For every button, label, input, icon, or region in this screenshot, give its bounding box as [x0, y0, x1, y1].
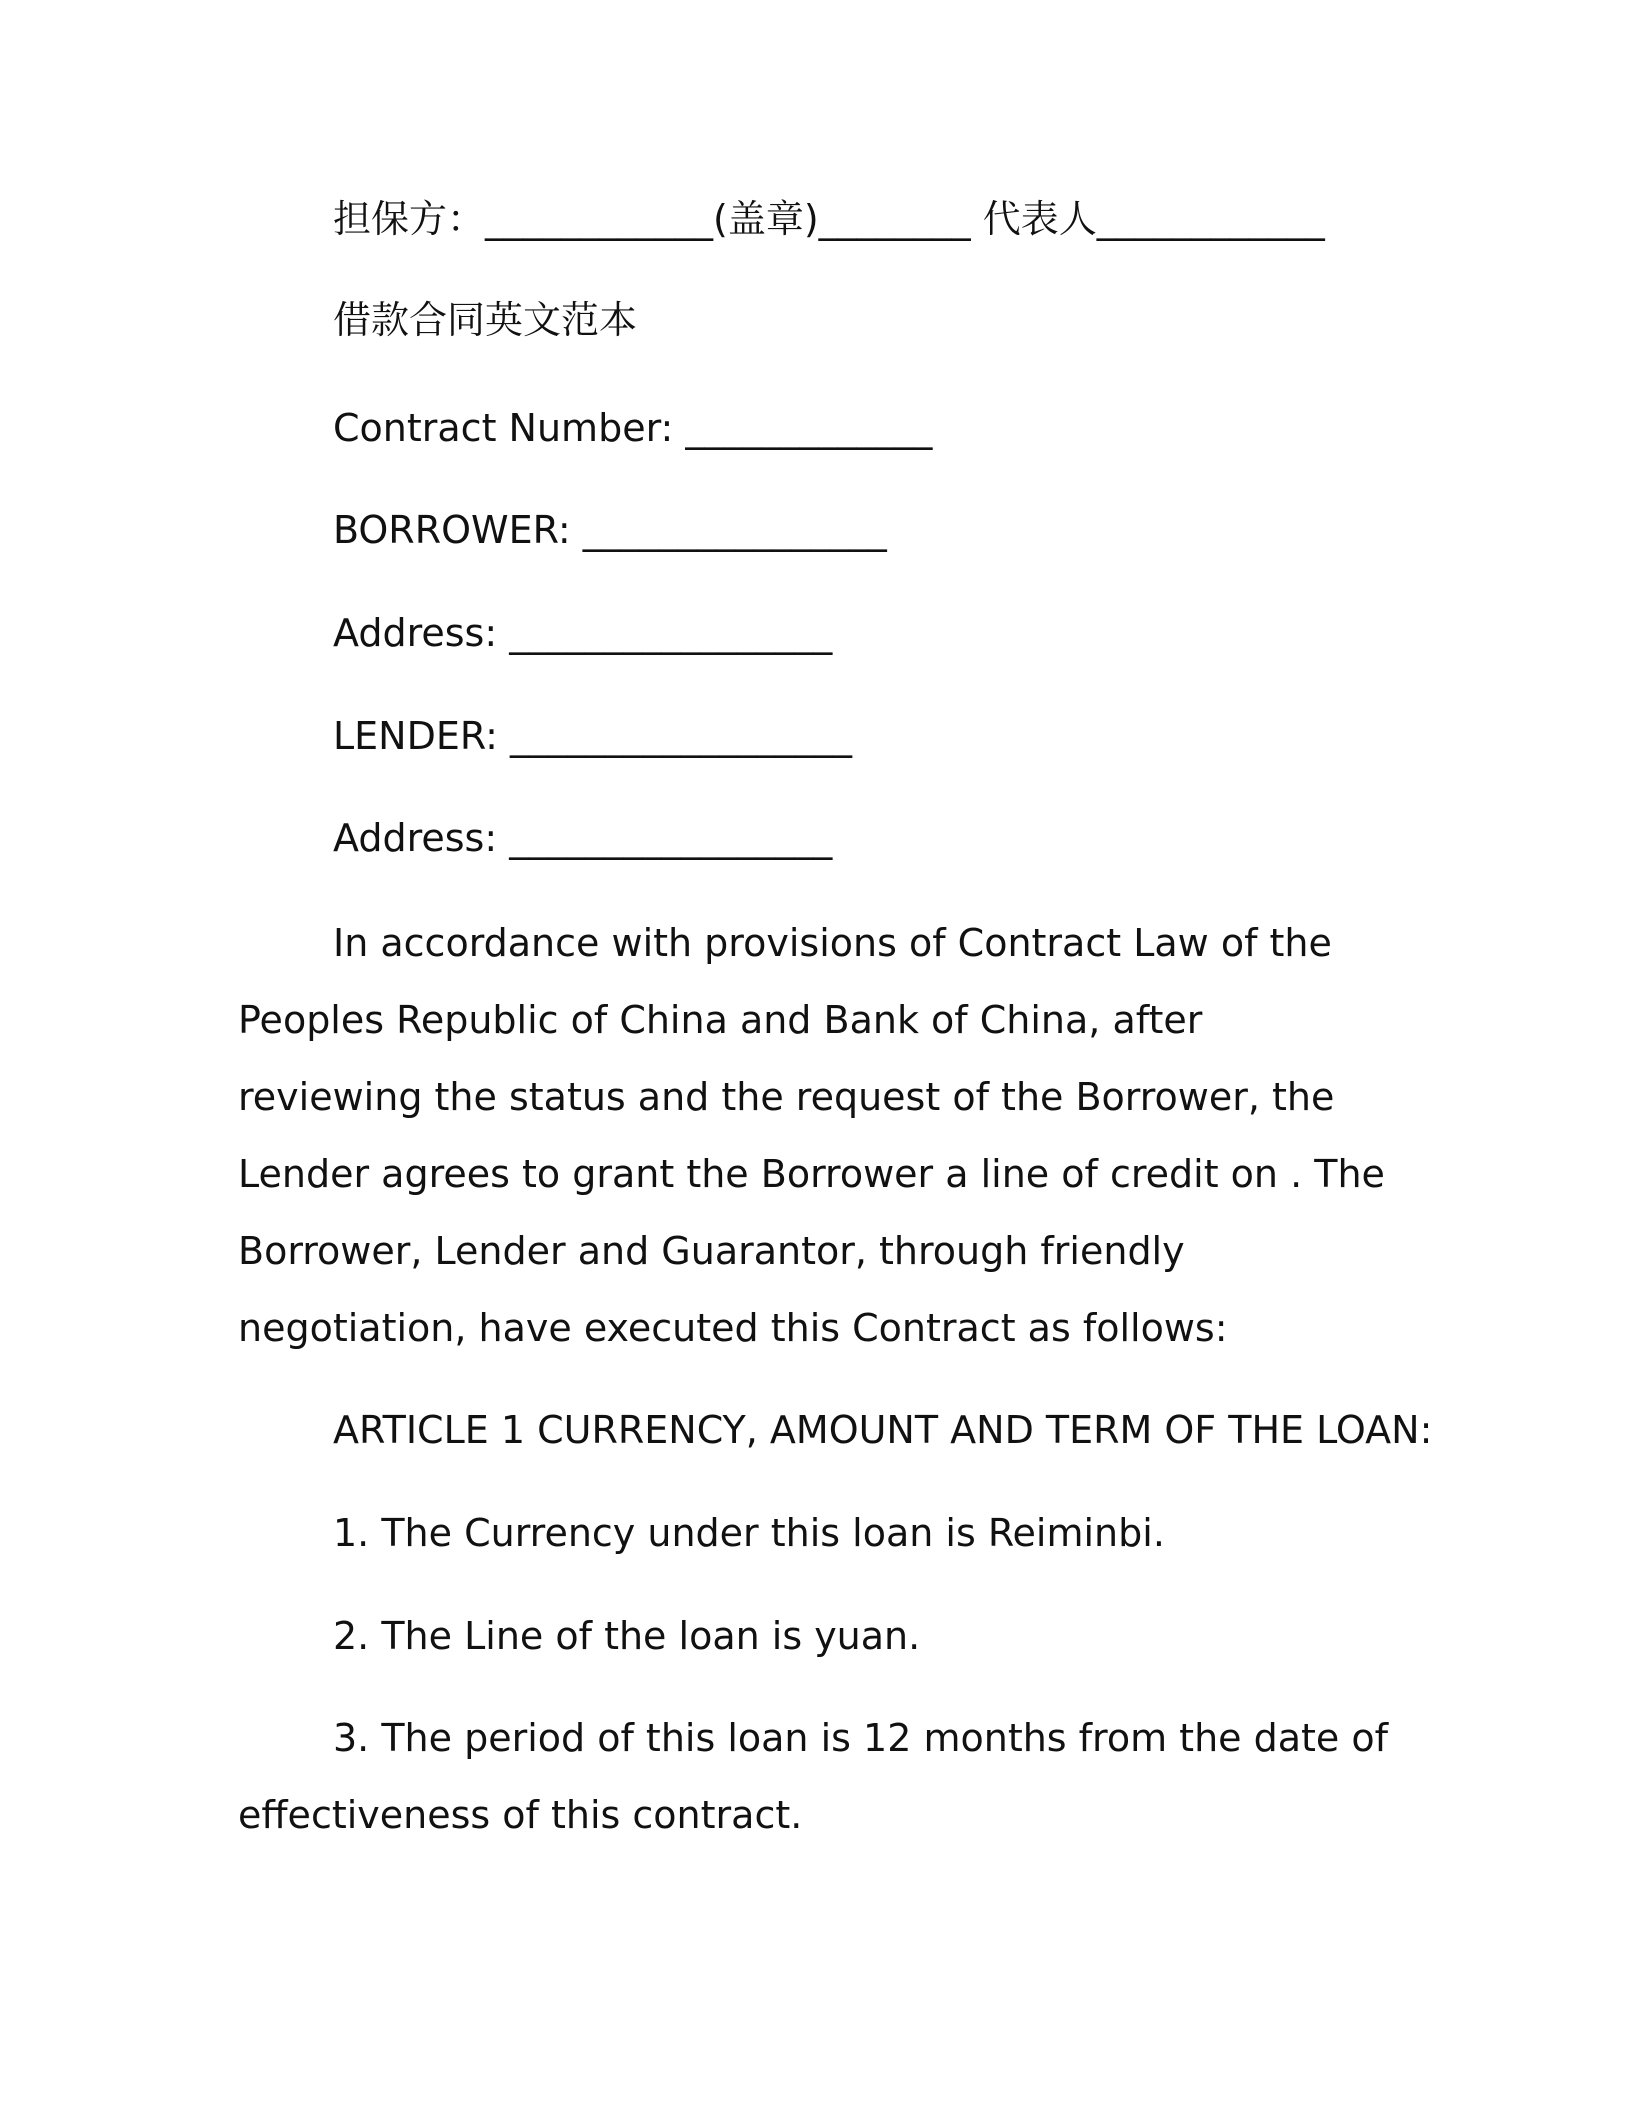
contract-number-field: Contract Number: _____________ [333, 406, 933, 450]
borrower-address-field: Address: _________________ [333, 611, 833, 655]
lender-field: LENDER: __________________ [333, 714, 852, 758]
article-1-heading: ARTICLE 1 CURRENCY, AMOUNT AND TERM OF THE LOAN: [333, 1408, 1433, 1452]
article-1-item-1: 1. The Currency under this loan is Reiminbi. [333, 1511, 1165, 1555]
preamble-paragraph: In accordance with provisions of Contract Law of the Peoples Republic of China and Bank of China, after reviewing the status and the request of the Borrower, the Lender agrees to grant the Borrower a line of credit on . The Borrower, Lender and Guarantor, through friendly negotiation, have executed this Contract as follows: [238, 921, 1385, 1350]
borrower-field: BORROWER: ________________ [333, 508, 887, 552]
article-1-item-2: 2. The Line of the loan is yuan. [333, 1614, 921, 1658]
guarantor-signature-line: 担保方：____________(盖章)________ 代表人____________ [333, 197, 1325, 241]
article-1-item-3: 3. The period of this loan is 12 months from the date of effectiveness of this contract. [238, 1716, 1389, 1837]
lender-address-field: Address: _________________ [333, 816, 833, 860]
document-title: 借款合同英文范本 [333, 298, 638, 342]
